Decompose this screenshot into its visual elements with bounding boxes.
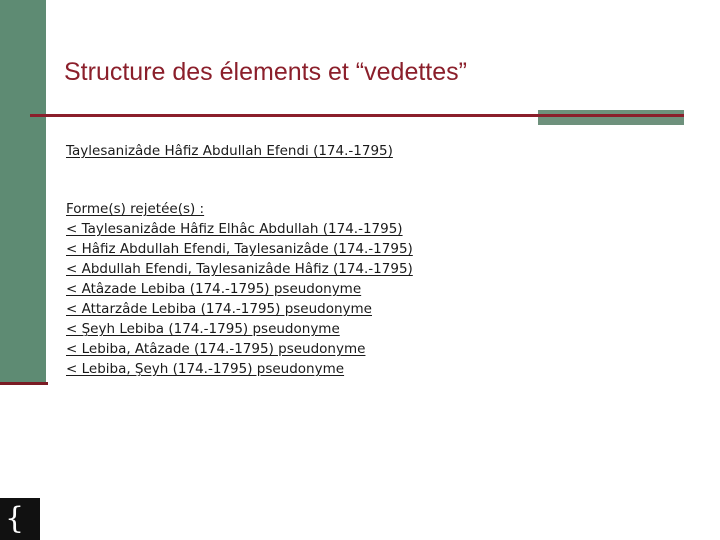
title-accent-block [538, 110, 684, 125]
left-decorative-bar [0, 0, 46, 382]
heading-entry: Taylesanizâde Hâfiz Abdullah Efendi (174.-1795) [66, 143, 393, 159]
rejected-form-item: < Lebiba, Atâzade (174.-1795) pseudonyme [66, 341, 366, 357]
spacer [66, 161, 413, 199]
slide-title: Structure des élements et “vedettes” [64, 58, 467, 86]
slide-body [66, 141, 413, 379]
rejected-form-item: < Hâfiz Abdullah Efendi, Taylesanizâde (174.-1795) [66, 241, 413, 257]
left-bar-underline [0, 382, 48, 385]
rejected-forms-label: Forme(s) rejetée(s) : [66, 201, 205, 217]
rejected-form-item: < Lebiba, Şeyh (174.-1795) pseudonyme [66, 361, 345, 377]
rejected-form-item: < Şeyh Lebiba (174.-1795) pseudonyme [66, 321, 340, 337]
rejected-form-item: < Atâzade Lebiba (174.-1795) pseudonyme [66, 281, 362, 297]
title-divider [30, 114, 684, 117]
rejected-form-item: < Attarzâde Lebiba (174.-1795) pseudonyme [66, 301, 372, 317]
rejected-form-item: < Taylesanizâde Hâfiz Elhâc Abdullah (174.-1795) [66, 221, 403, 237]
brace-logo-icon: { [0, 498, 40, 540]
rejected-form-item: < Abdullah Efendi, Taylesanizâde Hâfiz (174.-1795) [66, 261, 413, 277]
